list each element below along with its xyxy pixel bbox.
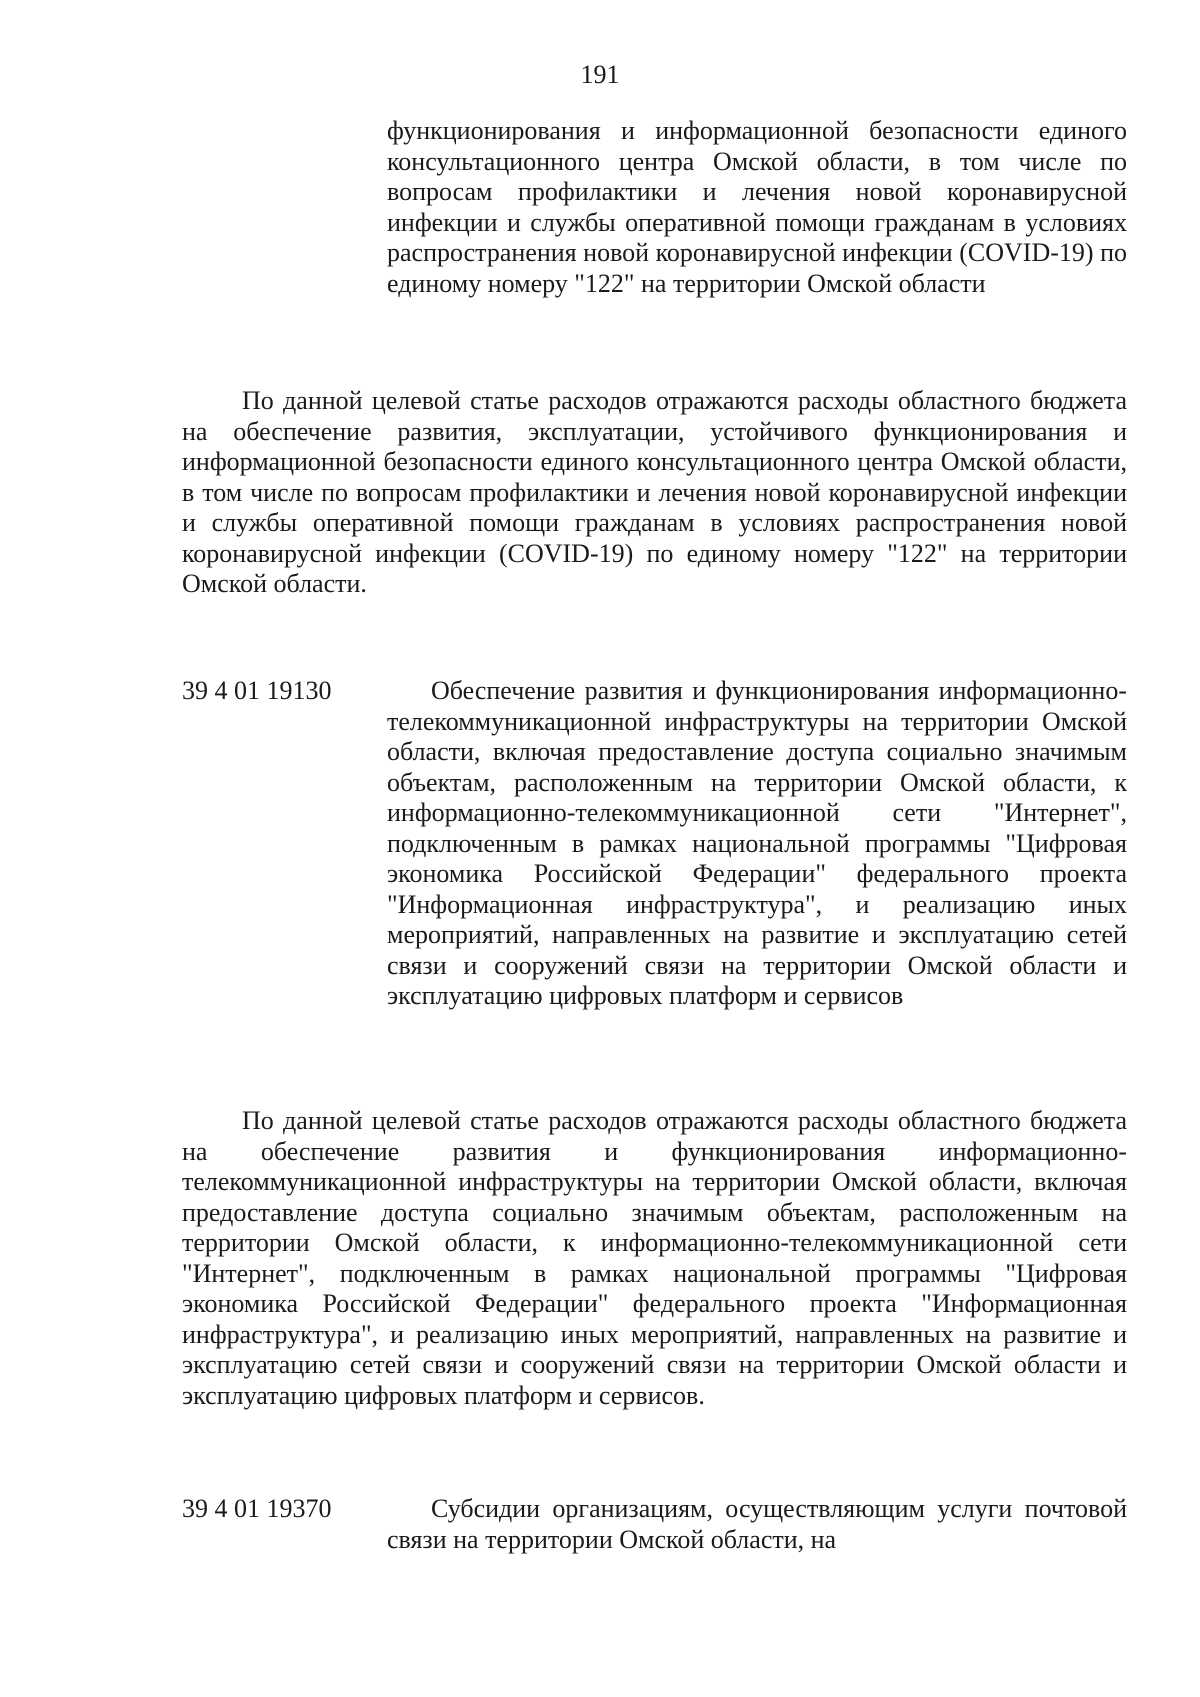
- budget-code: 39 4 01 19370: [182, 1494, 332, 1523]
- section-title-continued: функционирования и информационной безопасности единого консультационного центра Омской области, в том числе по вопросам профилактики и лечения новой коронавирусной инфекции и службы оперативной помощи гражданам в условиях распространения новой коронавирусной инфекции (COVID-19) по единому номеру "122" на территории Омской области: [387, 116, 1127, 298]
- section-description: По данной целевой статье расходов отражаются расходы областного бюджета на обеспечение развития и функционирования информационно-телекоммуникационной инфраструктуры на территории Омской области, включая предоставление доступа социально значимым объектам, расположенным на территории Омской области, к информационно-телекоммуникационной сети "Интернет", подключенным в рамках национальной программы "Цифровая экономика Российской Федерации" федерального проекта "Информационная инфраструктура", и реализацию иных мероприятий, направленных на развитие и эксплуатацию сетей связи и сооружений связи на территории Омской области и эксплуатацию цифровых платформ и сервисов.: [182, 1106, 1127, 1410]
- page-number: 191: [580, 60, 620, 89]
- budget-code: 39 4 01 19130: [182, 676, 332, 705]
- section-title: Обеспечение развития и функционирования информационно-телекоммуникационной инфраструктуры на территории Омской области, включая предоставление доступа социально значимым объектам, расположенным на территории Омской области, к информационно-телекоммуникационной сети "Интернет", подключенным в рамках национальной программы "Цифровая экономика Российской Федерации" федерального проекта "Информационная инфраструктура", и реализацию иных мероприятий, направленных на развитие и эксплуатацию сетей связи и сооружений связи на территории Омской области и эксплуатацию цифровых платформ и сервисов: [387, 676, 1127, 1010]
- section-title: Субсидии организациям, осуществляющим услуги почтовой связи на территории Омской области, на: [387, 1494, 1127, 1554]
- section-description: По данной целевой статье расходов отражаются расходы областного бюджета на обеспечение развития, эксплуатации, устойчивого функционирования и информационной безопасности единого консультационного центра Омской области, в том числе по вопросам профилактики и лечения новой коронавирусной инфекции и службы оперативной помощи гражданам в условиях распространения новой коронавирусной инфекции (COVID-19) по единому номеру "122" на территории Омской области.: [182, 386, 1127, 598]
